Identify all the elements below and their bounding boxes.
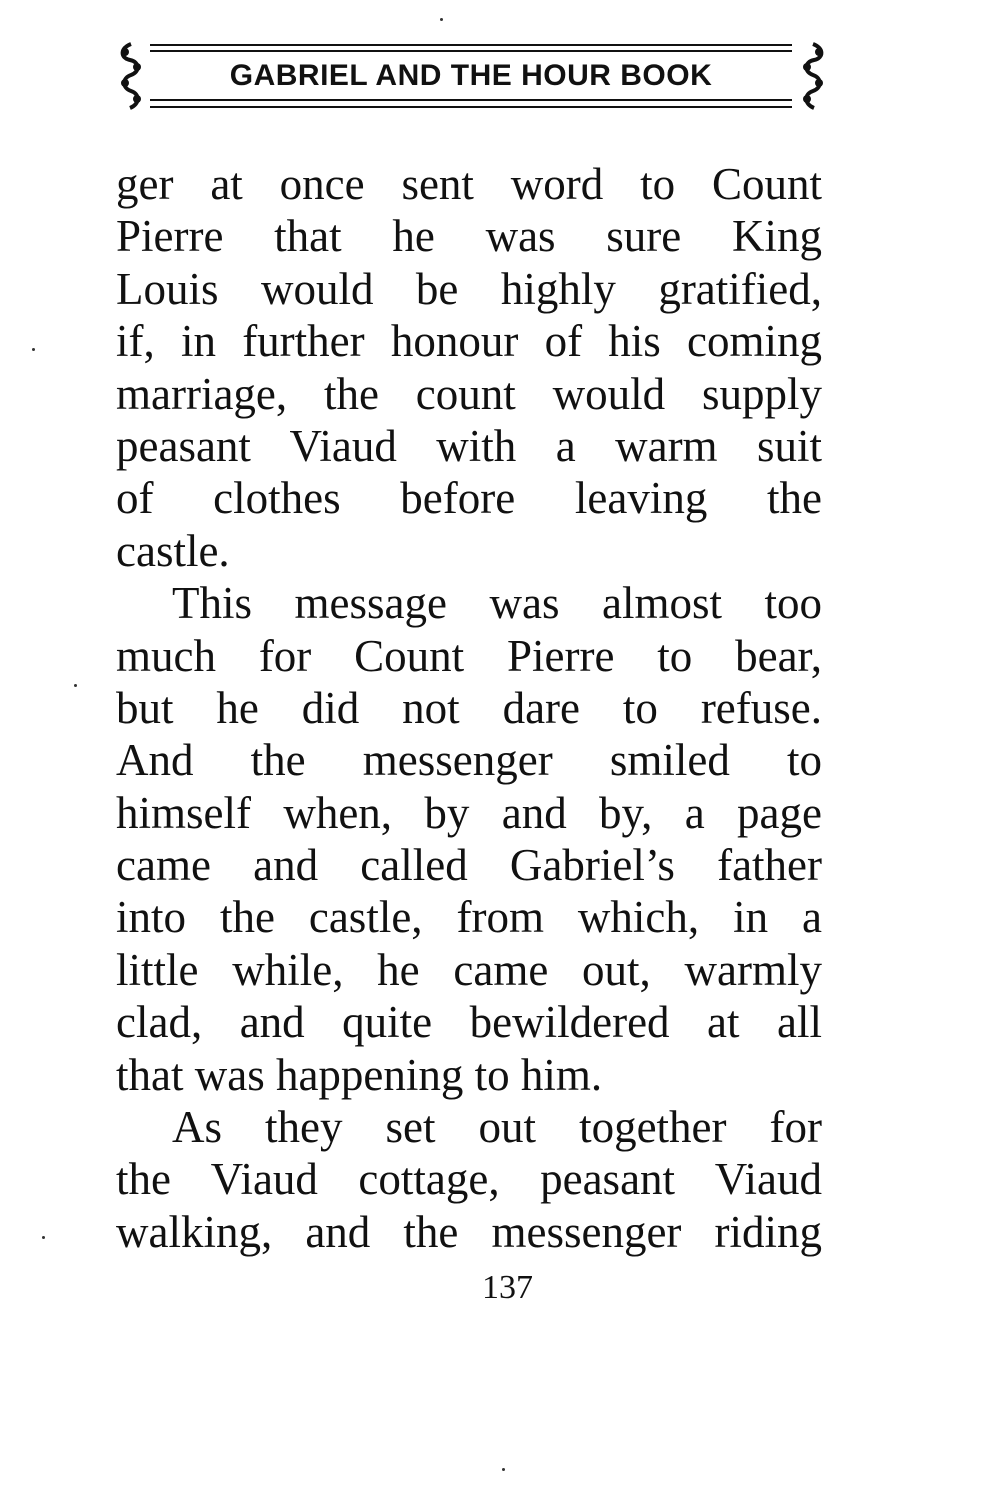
header-rule-bottom	[150, 99, 792, 101]
scan-speck	[42, 1236, 45, 1239]
page-number: 137	[482, 1269, 533, 1306]
header-rule-bottom-inner	[150, 106, 792, 108]
text-line: came and called Gabriel’s father	[116, 840, 822, 891]
text-line: clad, and quite bewildered at all	[116, 997, 822, 1048]
header-title: GABRIEL AND THE HOUR BOOK	[229, 59, 713, 92]
scan-speck	[440, 18, 443, 21]
text-line: Louis would be highly gratified,	[116, 263, 822, 314]
text-line: into the castle, from which, in a	[116, 892, 822, 943]
text-line: As they set out together for	[172, 1102, 822, 1153]
scan-speck	[74, 684, 77, 687]
text-line: walking, and the messenger riding	[116, 1206, 822, 1257]
scroll-ornament-icon	[796, 42, 830, 110]
text-line: Pierre that he was sure King	[116, 211, 822, 262]
body-text	[116, 158, 822, 1258]
scan-speck	[502, 1468, 505, 1471]
text-line: ger at once sent word to Count	[116, 159, 822, 209]
header-rule-top	[150, 44, 792, 46]
text-line: castle.	[116, 525, 230, 576]
text-line: much for Count Pierre to bear,	[116, 630, 822, 681]
scroll-ornament-icon	[114, 42, 148, 110]
text-line: And the messenger smiled to	[116, 735, 822, 786]
running-header	[112, 38, 834, 118]
text-line: This message was almost too	[172, 578, 822, 629]
text-line: marriage, the count would supply	[116, 368, 822, 419]
text-line: peasant Viaud with a warm suit	[116, 420, 822, 471]
text-line: little while, he came out, warmly	[116, 944, 822, 995]
text-line: but he did not dare to refuse.	[116, 682, 822, 733]
text-line: himself when, by and by, a page	[116, 787, 822, 838]
text-line: the Viaud cottage, peasant Viaud	[116, 1154, 822, 1205]
text-line: that was happening to him.	[116, 1049, 603, 1100]
scan-speck	[32, 348, 35, 351]
text-line: of clothes before leaving the	[116, 473, 822, 524]
header-rule-top-inner	[150, 50, 792, 52]
text-line: if, in further honour of his coming	[116, 316, 822, 367]
